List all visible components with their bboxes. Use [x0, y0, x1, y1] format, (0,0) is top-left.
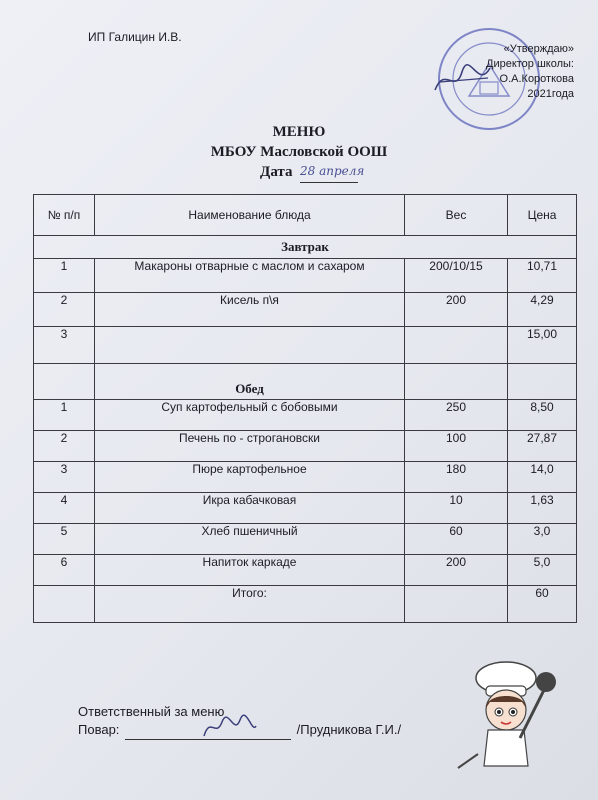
col-number: № п/п — [34, 195, 95, 236]
cell-weight: 100 — [405, 431, 508, 462]
cell-number: 1 — [34, 259, 95, 293]
cell-dish: Пюре картофельное — [95, 462, 405, 493]
table-row — [34, 462, 577, 493]
total-label: Итого: — [95, 586, 405, 623]
section-row — [34, 236, 577, 259]
cell-price: 10,71 — [508, 259, 577, 293]
approve-line: О.А.Короткова — [499, 73, 574, 85]
cell-weight: 10 — [405, 493, 508, 524]
table-row — [34, 431, 577, 462]
approve-line: 2021года — [527, 88, 574, 100]
approve-line: «Утверждаю» — [503, 43, 574, 55]
cell-number: 6 — [34, 555, 95, 586]
cell-weight: 60 — [405, 524, 508, 555]
table-row — [34, 493, 577, 524]
cell-number: 4 — [34, 493, 95, 524]
cell-dish: Напиток каркаде — [95, 555, 405, 586]
table-header-row — [34, 195, 577, 236]
cell-dish: Хлеб пшеничный — [95, 524, 405, 555]
empty-cell — [508, 364, 577, 400]
cell-price: 1,63 — [508, 493, 577, 524]
date-underline — [300, 182, 358, 183]
cell-weight: 200 — [405, 555, 508, 586]
approve-line: Директор школы: — [486, 58, 574, 70]
cell-dish — [95, 327, 405, 364]
cell-dish: Суп картофельный с бобовыми — [95, 400, 405, 431]
cook-label: Повар: — [78, 722, 120, 737]
cell-number: 3 — [34, 462, 95, 493]
col-price: Цена — [508, 195, 577, 236]
cell-price: 3,0 — [508, 524, 577, 555]
cook-signature — [200, 714, 260, 742]
cell-number: 3 — [34, 327, 95, 364]
cell-weight — [405, 327, 508, 364]
responsible-label: Ответственный за меню — [78, 704, 225, 719]
menu-table — [33, 194, 577, 623]
section-title: Обед — [95, 364, 405, 400]
table-row — [34, 400, 577, 431]
table-row — [34, 524, 577, 555]
cell-number: 1 — [34, 400, 95, 431]
empty-cell — [405, 586, 508, 623]
cell-weight: 250 — [405, 400, 508, 431]
section-row — [34, 364, 577, 400]
cell-price: 5,0 — [508, 555, 577, 586]
total-value: 60 — [508, 586, 577, 623]
total-row — [34, 586, 577, 623]
cell-dish: Макароны отварные с маслом и сахаром — [95, 259, 405, 293]
table-row — [34, 293, 577, 327]
cell-price: 14,0 — [508, 462, 577, 493]
cell-price: 4,29 — [508, 293, 577, 327]
cell-number: 2 — [34, 431, 95, 462]
section-title: Завтрак — [34, 236, 577, 259]
cell-price: 15,00 — [508, 327, 577, 364]
document-title: МЕНЮ — [272, 124, 326, 140]
company-name: ИП Галицин И.В. — [88, 30, 182, 44]
date-value: 28 апреля — [300, 164, 365, 178]
table-row — [34, 259, 577, 293]
table-row — [34, 555, 577, 586]
col-dish: Наименование блюда — [95, 195, 405, 236]
empty-cell — [34, 586, 95, 623]
cell-number: 5 — [34, 524, 95, 555]
cell-weight: 200/10/15 — [405, 259, 508, 293]
table-row — [34, 327, 577, 364]
empty-cell — [34, 364, 95, 400]
cell-price: 8,50 — [508, 400, 577, 431]
cell-weight: 200 — [405, 293, 508, 327]
cell-dish: Печень по - строгановски — [95, 431, 405, 462]
cell-dish: Кисель п\я — [95, 293, 405, 327]
director-signature — [430, 60, 500, 100]
cell-dish: Икра кабачковая — [95, 493, 405, 524]
cell-number: 2 — [34, 293, 95, 327]
cook-name: /Прудникова Г.И./ — [296, 722, 402, 737]
cell-price: 27,87 — [508, 431, 577, 462]
chef-girl-illustration — [448, 658, 568, 778]
col-weight: Вес — [405, 195, 508, 236]
cell-weight: 180 — [405, 462, 508, 493]
empty-cell — [405, 364, 508, 400]
date-label: Дата — [260, 164, 293, 180]
school-name: МБОУ Масловской ООШ — [210, 144, 388, 160]
